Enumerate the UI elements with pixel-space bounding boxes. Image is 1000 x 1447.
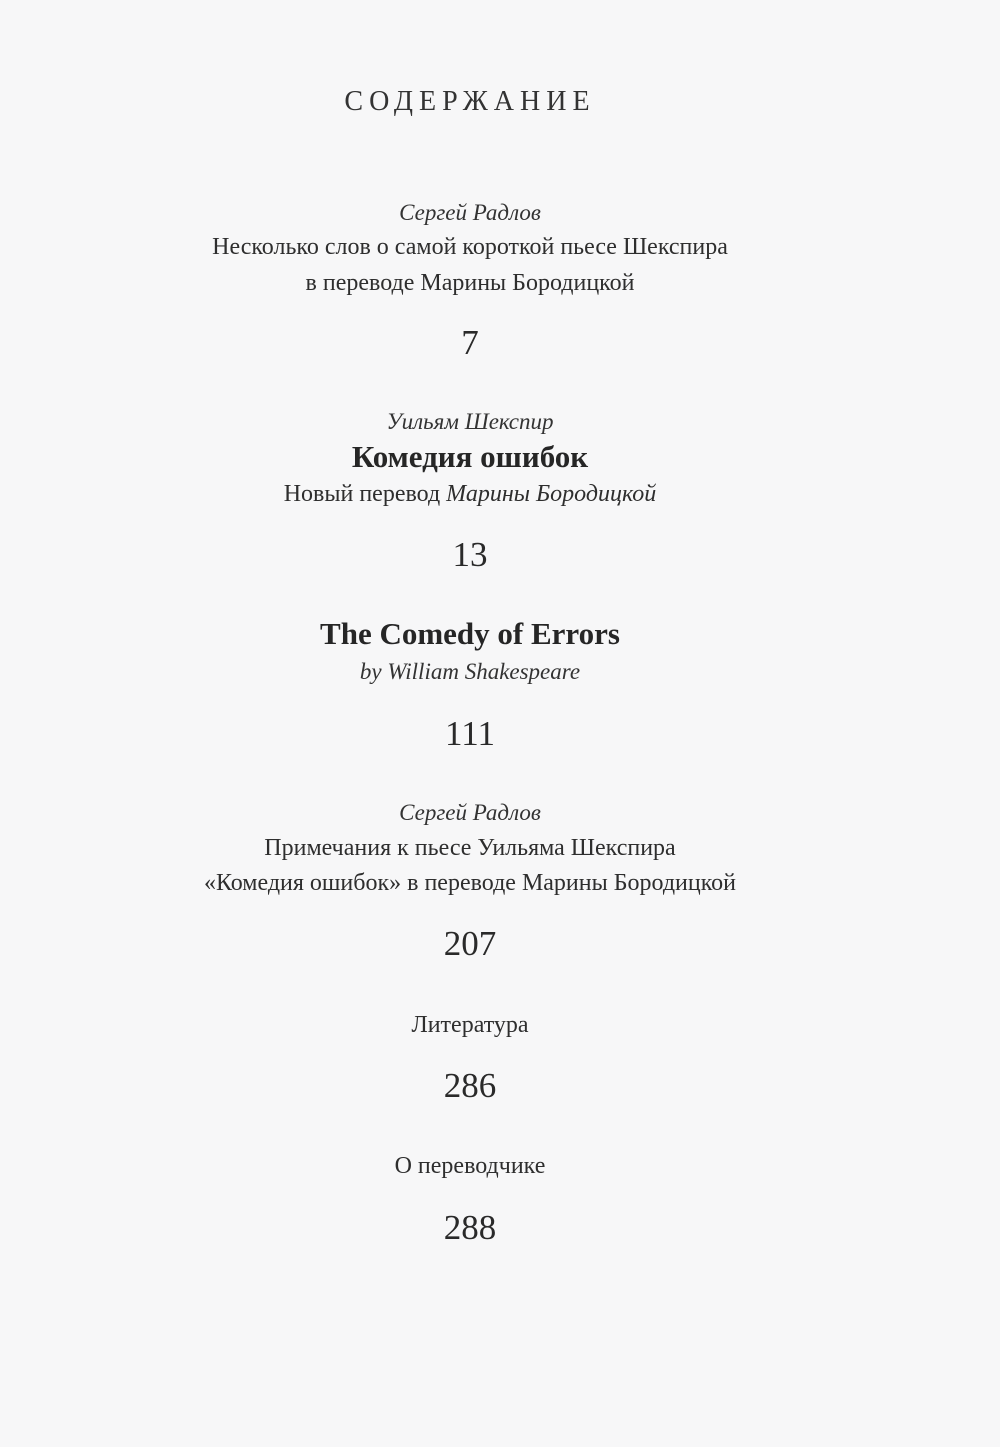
entry-title: О переводчике: [394, 1153, 546, 1179]
entry-title-line: Несколько слов о самой короткой пьесе Шекспира: [212, 234, 728, 260]
entry-page-number: 207: [443, 924, 497, 963]
page-title: СОДЕРЖАНИЕ: [344, 86, 596, 117]
entry-page-number: 13: [452, 535, 488, 574]
entry-title: Комедия ошибок: [351, 439, 589, 474]
entry-author: Сергей Радлов: [399, 800, 541, 825]
entry-author: Сергей Радлов: [399, 200, 541, 225]
entry-subtitle: [0, 481, 940, 508]
entry-author: Уильям Шекспир: [386, 409, 554, 434]
entry-subtitle: by William Shakespeare: [359, 659, 581, 684]
entry-subtitle-translator: Марины Бородицкой: [446, 481, 657, 507]
entry-page-number: 7: [461, 323, 479, 362]
entry-page-number: 288: [443, 1208, 497, 1247]
entry-title-line: Примечания к пьесе Уильяма Шекспира: [264, 835, 676, 861]
entry-subtitle-plain: Новый перевод: [283, 481, 447, 507]
entry-title: Литература: [411, 1012, 529, 1038]
entry-title: The Comedy of Errors: [320, 616, 620, 651]
entry-page-number: 286: [443, 1066, 497, 1105]
entry-title-line: «Комедия ошибок» в переводе Марины Бородицкой: [203, 870, 737, 896]
entry-page-number: 111: [445, 714, 495, 753]
entry-title-line: в переводе Марины Бородицкой: [305, 270, 635, 296]
